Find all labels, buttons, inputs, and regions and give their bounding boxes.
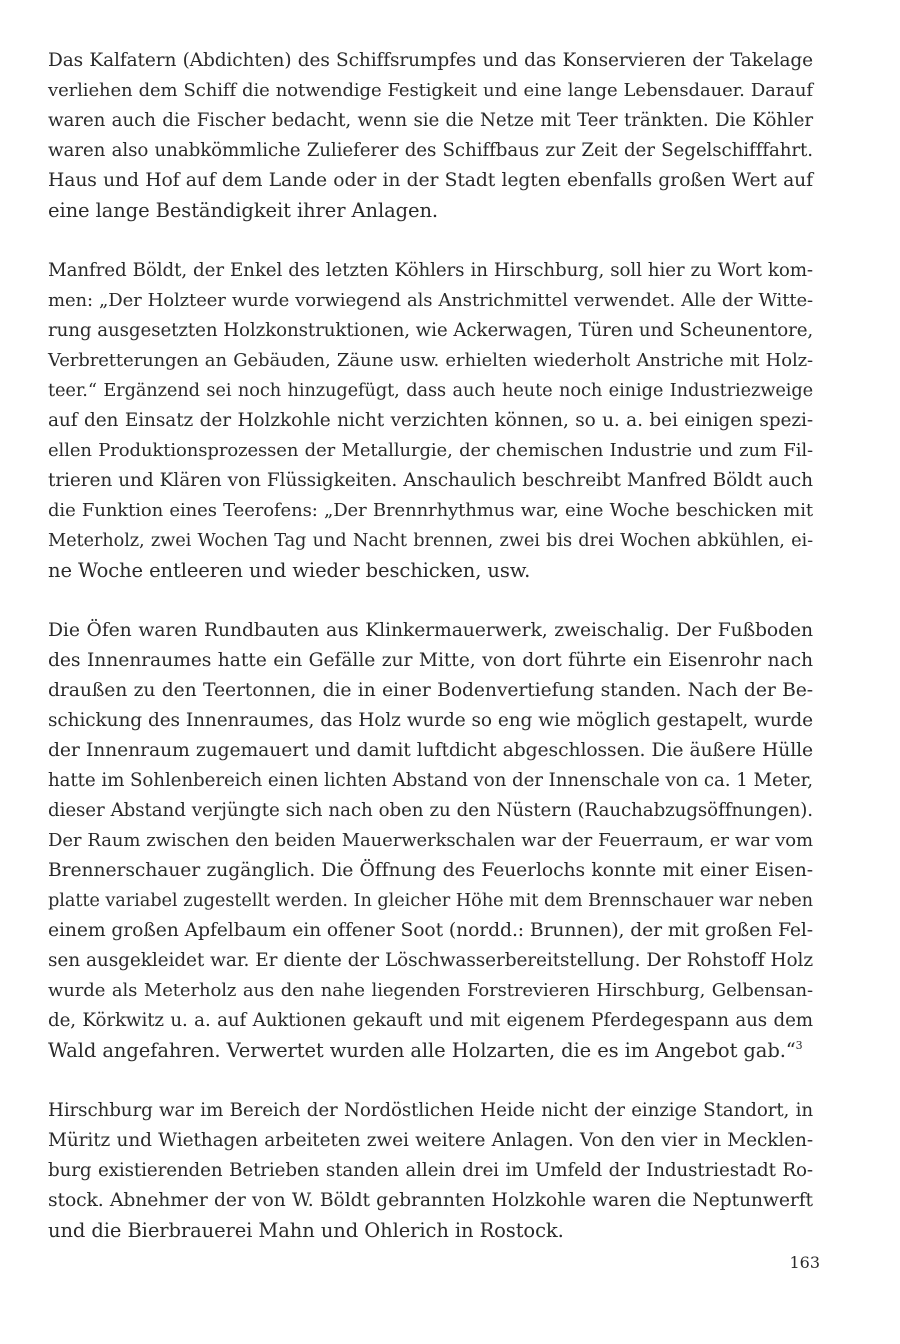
text-line: dieser Abstand verjüngte sich nach oben zu den Nüstern (Rauchabzugsöffnungen). <box>48 800 813 821</box>
text-line: hatte im Sohlenbereich einen lichten Abstand von der Innenschale von ca. 1 Meter, <box>48 770 813 791</box>
text-line: waren auch die Fischer bedacht, wenn sie die Netze mit Teer tränkten. Die Köhler <box>48 110 813 131</box>
text-line: trieren und Klären von Flüssigkeiten. Anschaulich beschreibt Manfred Böldt auch <box>48 470 813 491</box>
text-line: Wald angefahren. Verwertet wurden alle Holzarten, die es im Angebot gab.“ <box>48 1039 796 1062</box>
text-line: stock. Abnehmer der von W. Böldt gebrannten Holzkohle waren die Neptunwerft <box>48 1190 813 1211</box>
text-line: Meterholz, zwei Wochen Tag und Nacht brennen, zwei bis drei Wochen abkühlen, ei- <box>48 531 813 551</box>
text-line: waren also unabkömmliche Zulieferer des Schiffbaus zur Zeit der Segelschifffahrt. <box>48 140 813 161</box>
text-line: Manfred Böldt, der Enkel des letzten Köhlers in Hirschburg, soll hier zu Wort kom- <box>48 260 813 281</box>
text-line: Der Raum zwischen den beiden Mauerwerkschalen war der Feuerraum, er war vom <box>48 830 813 851</box>
text-line: des Innenraumes hatte ein Gefälle zur Mitte, von dort führte ein Eisenrohr nach <box>48 650 813 671</box>
text-line: ellen Produktionsprozessen der Metallurgie, der chemischen Industrie und zum Fil- <box>48 440 813 461</box>
paragraph-kalfatern <box>48 46 813 226</box>
text-line: wurde als Meterholz aus den nahe liegenden Forstrevieren Hirschburg, Gelbensan- <box>48 980 813 1001</box>
text-line: Haus und Hof auf dem Lande oder in der Stadt legten ebenfalls großen Wert auf <box>48 170 813 191</box>
text-line: die Funktion eines Teerofens: „Der Brennrhythmus war, eine Woche beschicken mit <box>48 500 813 521</box>
text-line: der Innenraum zugemauert und damit luftdicht abgeschlossen. Die äußere Hülle <box>48 740 813 761</box>
text-line: Verbretterungen an Gebäuden, Zäune usw. erhielten wiederholt Anstriche mit Holz- <box>48 350 813 371</box>
text-line: auf den Einsatz der Holzkohle nicht verzichten können, so u. a. bei einigen spezi- <box>48 410 813 431</box>
footnote-reference[interactable]: 3 <box>795 1039 803 1052</box>
text-line: Die Öfen waren Rundbauten aus Klinkermauerwerk, zweischalig. Der Fußboden <box>48 620 813 641</box>
page-number: 163 <box>789 1253 820 1272</box>
text-line: Müritz und Wiethagen arbeiteten zwei weitere Anlagen. Von den vier in Mecklen- <box>48 1130 813 1151</box>
text-line: burg existierenden Betrieben standen allein drei im Umfeld der Industriestadt Ro- <box>48 1160 813 1181</box>
text-line: platte variabel zugestellt werden. In gleicher Höhe mit dem Brennschauer war neben <box>48 891 813 911</box>
text-line: rung ausgesetzten Holzkonstruktionen, wie Ackerwagen, Türen und Scheunentore, <box>48 320 814 341</box>
text-line: men: „Der Holzteer wurde vorwiegend als Anstrichmittel verwendet. Alle der Witte- <box>48 290 813 311</box>
paragraph-manfred-boeldt <box>48 256 813 586</box>
text-line: schickung des Innenraumes, das Holz wurde so eng wie möglich gestapelt, wurde <box>48 710 813 731</box>
text-line: sen ausgekleidet war. Er diente der Löschwasserbereitstellung. Der Rohstoff Holz <box>48 950 813 971</box>
text-line: Das Kalfatern (Abdichten) des Schiffsrumpfes und das Konservieren der Takelage <box>48 50 813 71</box>
text-line: draußen zu den Teertonnen, die in einer Bodenvertiefung standen. Nach der Be- <box>48 680 813 701</box>
text-line: verliehen dem Schiff die notwendige Festigkeit und eine lange Lebensdauer. Darauf <box>48 80 813 101</box>
text-line: und die Bierbrauerei Mahn und Ohlerich in Rostock. <box>48 1219 564 1242</box>
paragraph-oefen <box>48 616 813 1066</box>
body-text <box>48 46 813 1246</box>
text-line: eine lange Beständigkeit ihrer Anlagen. <box>48 199 439 222</box>
text-line: teer.“ Ergänzend sei noch hinzugefügt, dass auch heute noch einige Industriezweige <box>48 381 813 401</box>
paragraph-hirschburg <box>48 1096 813 1246</box>
text-line: Brennerschauer zugänglich. Die Öffnung des Feuerlochs konnte mit einer Eisen- <box>48 860 813 881</box>
text-line: Hirschburg war im Bereich der Nordöstlichen Heide nicht der einzige Standort, in <box>48 1100 813 1121</box>
text-line: einem großen Apfelbaum ein offener Soot (nordd.: Brunnen), der mit großen Fel- <box>48 920 813 941</box>
text-line-with-footnote <box>48 1036 813 1066</box>
text-line: ne Woche entleeren und wieder beschicken, usw. <box>48 559 531 582</box>
text-line: de, Körkwitz u. a. auf Auktionen gekauft und mit eigenem Pferdegespann aus dem <box>48 1010 813 1031</box>
